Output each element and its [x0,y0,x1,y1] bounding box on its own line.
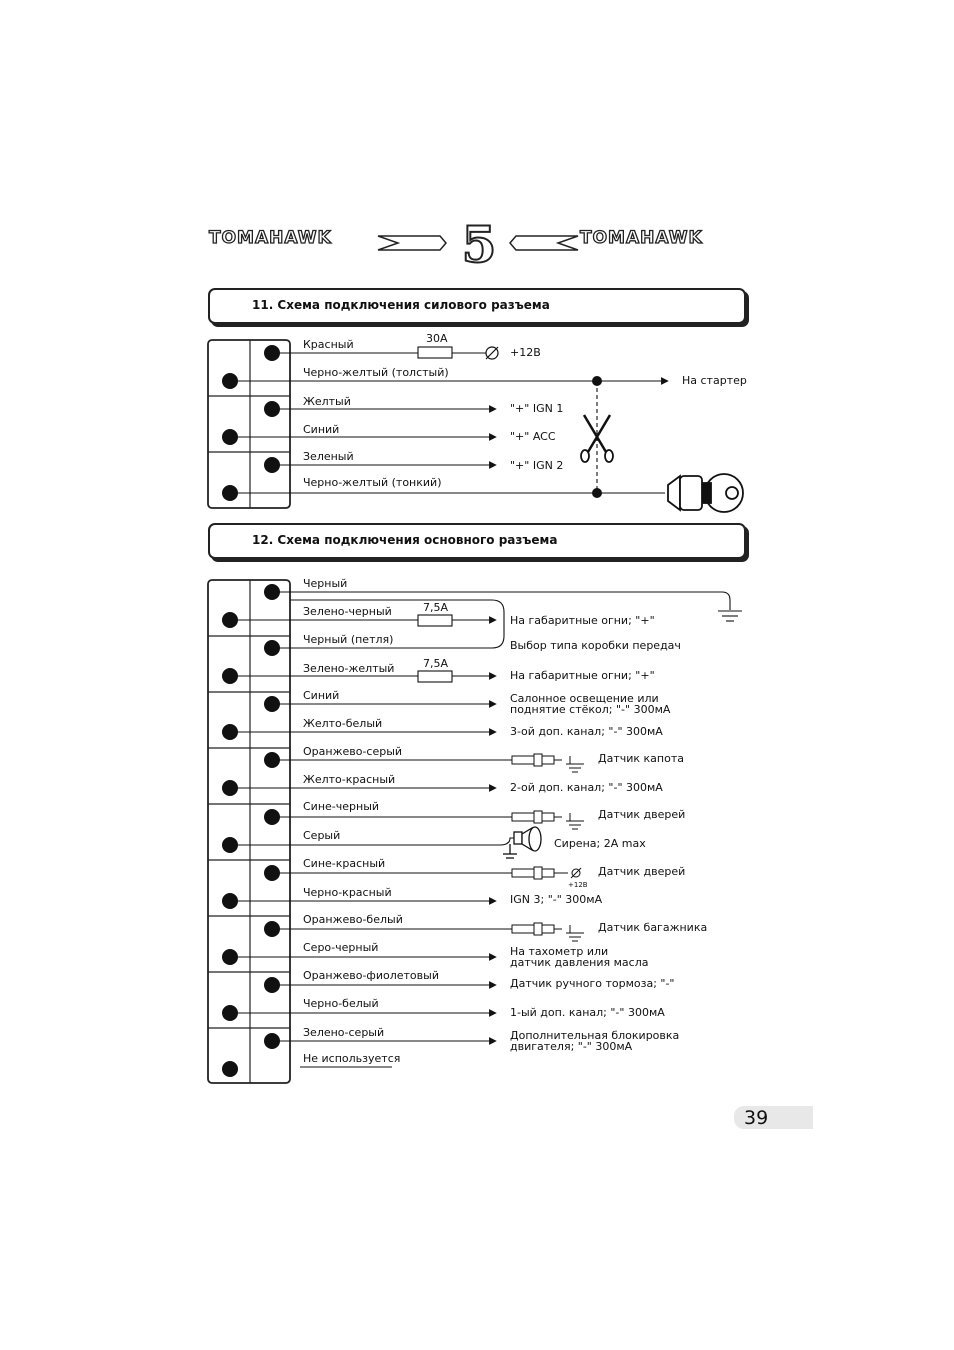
wire-green-gray: Зелено-серый [303,1026,385,1039]
dest-ign2: "+" IGN 2 [510,459,564,472]
svg-text:5: 5 [461,215,497,274]
wire-green-yellow: Зелено-желтый [303,662,395,675]
wire-orange-violet: Оранжево-фиолетовый [303,969,439,982]
page-number: 39 [744,1107,769,1129]
dest-parking-lights-1: На габаритные огни; "+" [510,614,655,627]
dest-door-sensor-2: Датчик дверей [598,865,686,878]
dest-starter: На стартер [682,374,747,387]
wire-yellow: Желтый [303,395,351,408]
dest-door-sensor-1: Датчик дверей [598,808,686,821]
connector-11 [208,340,290,508]
wire-black-loop: Черный (петля) [303,633,394,646]
page-number-tab [734,1106,813,1129]
wire-blue-12: Синий [303,689,340,702]
dest-channel-2: 2-ой доп. канал; "-" 300мА [510,781,663,794]
section-12-title [208,523,746,559]
dest-ign3: IGN 3; "-" 300мА [510,893,603,906]
fuse-7-5a-label-1: 7,5A [423,601,449,614]
dest-interior-light-2: поднятие стёкол; "-" 300мА [510,703,671,716]
wire-green: Зеленый [303,450,354,463]
fuse-30a-label: 30A [426,332,448,345]
dest-tachometer-1: На тахометр или [510,945,609,958]
wire-gray: Серый [303,829,341,842]
wire-orange-gray: Оранжево-серый [303,745,403,758]
wire-black-yellow-thin: Черно-желтый (тонкий) [303,476,442,489]
wire-yellow-red: Желто-красный [303,773,396,786]
dest-acc: "+" ACC [510,430,556,443]
dest-immobilizer-1: Дополнительная блокировка [510,1029,680,1042]
dest-tachometer-2: датчик давления масла [510,956,649,969]
connector-12 [208,580,290,1083]
wire-orange-white: Оранжево-белый [303,913,403,926]
dest-parking-lights-2: На габаритные огни; "+" [510,669,655,682]
brand-left: TOMAHAWK [209,228,332,248]
section-11-title-text: 11. Схема подключения силового разъема [252,298,550,312]
dest-channel-1: 1-ый доп. канал; "-" 300мА [510,1006,665,1019]
wire-black-white: Черно-белый [303,997,379,1010]
section-11-title [208,288,746,324]
wire-green-black: Зелено-черный [303,605,392,618]
fuse-7-5a-label-2: 7,5A [423,657,449,670]
terminal-icon [486,347,498,359]
wire-black-red: Черно-красный [303,886,392,899]
dest-hood-sensor: Датчик капота [598,752,684,765]
logo-mark [378,215,578,274]
wire-black: Черный [303,577,348,590]
dest-plus12v: +12В [510,346,541,359]
wire-black-yellow-thick: Черно-желтый (толстый) [303,366,449,379]
dest-channel-3: 3-ой доп. канал; "-" 300мА [510,725,663,738]
section-12-title-text: 12. Схема подключения основного разъема [252,533,558,547]
wires-11 [230,347,668,493]
dest-trunk-sensor: Датчик багажника [598,921,708,934]
plus12v-small-label: +12В [568,881,588,889]
dest-immobilizer-2: двигателя; "-" 300мА [510,1040,633,1053]
wire-blue: Синий [303,423,340,436]
dest-siren: Сирена; 2A max [554,837,646,850]
wire-yellow-white: Желто-белый [303,717,383,730]
dest-ign1: "+" IGN 1 [510,402,564,415]
wire-gray-black: Серо-черный [303,941,379,954]
wire-blue-black: Сине-черный [303,800,380,813]
wire-blue-red: Сине-красный [303,857,386,870]
brand-right: TOMAHAWK [580,228,703,248]
dest-gearbox-type: Выбор типа коробки передач [510,639,681,652]
dest-handbrake-sensor: Датчик ручного тормоза; "-" [510,977,675,990]
ignition-key-icon [668,474,743,512]
dest-interior-light-1: Салонное освещение или [510,692,659,705]
wire-unused: Не используется [303,1052,401,1065]
wire-red: Красный [303,338,354,351]
